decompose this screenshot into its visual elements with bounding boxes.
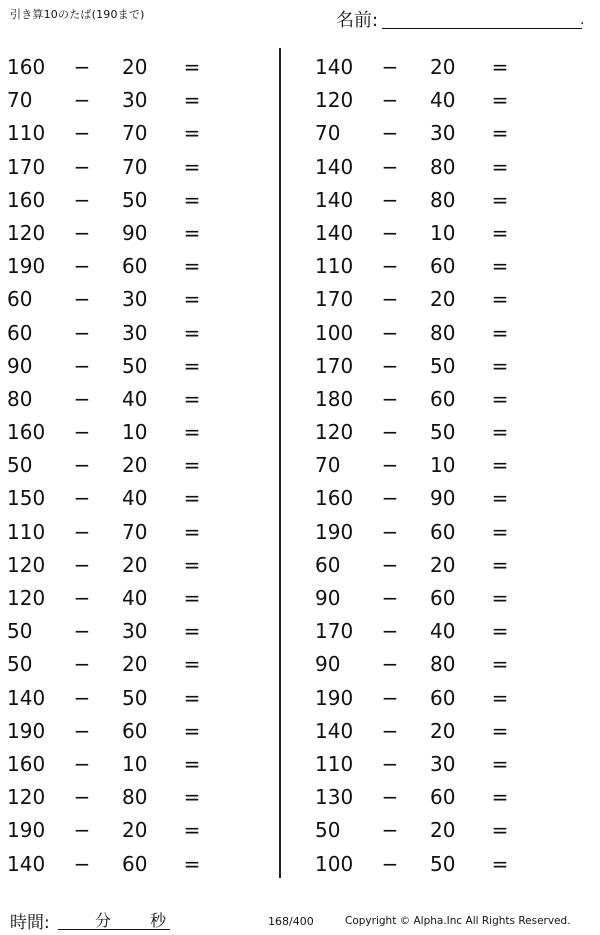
minus-sign: − <box>381 718 399 743</box>
minuend: 110 <box>7 519 46 544</box>
subtrahend: 20 <box>122 818 148 843</box>
equals-sign: = <box>491 718 509 743</box>
minus-sign: − <box>381 353 399 378</box>
right-problem-column <box>308 51 568 881</box>
equals-sign: = <box>183 88 201 113</box>
subtrahend: 80 <box>430 187 456 212</box>
minus-sign: − <box>381 453 399 478</box>
problem-row <box>308 582 568 615</box>
problem-row <box>0 217 260 250</box>
equals-sign: = <box>183 652 201 677</box>
minus-sign: − <box>73 154 91 179</box>
equals-sign: = <box>491 121 509 146</box>
minuend: 190 <box>315 685 354 710</box>
problem-row <box>0 549 260 582</box>
minuend: 90 <box>7 353 33 378</box>
problem-row <box>0 383 260 416</box>
problem-row <box>308 317 568 350</box>
subtrahend: 60 <box>430 519 456 544</box>
problem-row <box>0 317 260 350</box>
minuend: 170 <box>315 287 354 312</box>
equals-sign: = <box>491 552 509 577</box>
minus-sign: − <box>381 121 399 146</box>
subtrahend: 50 <box>430 353 456 378</box>
minus-sign: − <box>381 254 399 279</box>
problem-row <box>308 781 568 814</box>
equals-sign: = <box>183 287 201 312</box>
equals-sign: = <box>491 154 509 179</box>
subtrahend: 60 <box>430 685 456 710</box>
subtrahend: 50 <box>122 685 148 710</box>
minus-sign: − <box>381 519 399 544</box>
minus-sign: − <box>381 88 399 113</box>
minuend: 60 <box>7 320 33 345</box>
subtrahend: 50 <box>430 420 456 445</box>
problem-row <box>308 748 568 781</box>
problem-row <box>308 84 568 117</box>
problem-row <box>308 715 568 748</box>
minuend: 120 <box>7 785 46 810</box>
equals-sign: = <box>183 718 201 743</box>
problem-row <box>0 117 260 150</box>
subtrahend: 60 <box>430 254 456 279</box>
minus-sign: − <box>73 254 91 279</box>
minus-sign: − <box>73 718 91 743</box>
problem-row <box>0 781 260 814</box>
minus-sign: − <box>381 785 399 810</box>
minus-sign: − <box>73 519 91 544</box>
equals-sign: = <box>183 453 201 478</box>
problem-row <box>308 848 568 881</box>
minuend: 140 <box>7 851 46 876</box>
problem-row <box>0 84 260 117</box>
minus-sign: − <box>73 586 91 610</box>
minuend: 50 <box>315 818 341 843</box>
minuend: 110 <box>7 121 46 146</box>
column-divider <box>279 48 281 878</box>
problem-row <box>308 51 568 84</box>
equals-sign: = <box>183 187 201 212</box>
minuend: 120 <box>7 552 46 577</box>
problem-row <box>0 184 260 217</box>
minuend: 120 <box>315 420 354 445</box>
subtrahend: 10 <box>430 453 456 478</box>
minuend: 160 <box>7 751 46 776</box>
equals-sign: = <box>183 619 201 644</box>
minuend: 60 <box>7 287 33 312</box>
minus-sign: − <box>381 420 399 445</box>
seconds-label: 秒 <box>150 911 167 930</box>
minus-sign: − <box>381 486 399 511</box>
equals-sign: = <box>491 287 509 312</box>
minus-sign: − <box>73 187 91 212</box>
minus-sign: − <box>381 851 399 876</box>
problem-row <box>0 250 260 283</box>
equals-sign: = <box>491 320 509 345</box>
problem-row <box>0 814 260 847</box>
subtrahend: 40 <box>430 88 456 113</box>
minuend: 160 <box>7 55 46 79</box>
equals-sign: = <box>183 751 201 776</box>
equals-sign: = <box>183 519 201 544</box>
subtrahend: 90 <box>430 486 456 511</box>
problem-row <box>308 250 568 283</box>
minus-sign: − <box>73 486 91 511</box>
equals-sign: = <box>491 785 509 810</box>
minuend: 140 <box>315 55 354 79</box>
problem-row <box>308 648 568 681</box>
problem-row <box>0 283 260 316</box>
minuend: 70 <box>315 121 341 146</box>
equals-sign: = <box>183 121 201 146</box>
minuend: 90 <box>315 586 341 610</box>
equals-sign: = <box>491 386 509 411</box>
equals-sign: = <box>183 220 201 245</box>
problem-row <box>308 449 568 482</box>
minuend: 140 <box>7 685 46 710</box>
subtrahend: 40 <box>122 586 148 610</box>
equals-sign: = <box>183 320 201 345</box>
equals-sign: = <box>491 619 509 644</box>
equals-sign: = <box>491 220 509 245</box>
page-number: 168/400 <box>268 915 314 928</box>
minus-sign: − <box>381 818 399 843</box>
minus-sign: − <box>73 287 91 312</box>
subtrahend: 30 <box>122 287 148 312</box>
problem-row <box>0 682 260 715</box>
subtrahend: 80 <box>430 154 456 179</box>
minus-sign: − <box>381 685 399 710</box>
problem-row <box>308 516 568 549</box>
minus-sign: − <box>381 552 399 577</box>
minus-sign: − <box>73 353 91 378</box>
minus-sign: − <box>381 652 399 677</box>
minus-sign: − <box>73 685 91 710</box>
subtrahend: 20 <box>430 718 456 743</box>
minuend: 190 <box>7 818 46 843</box>
minuend: 190 <box>7 718 46 743</box>
subtrahend: 30 <box>122 619 148 644</box>
equals-sign: = <box>491 55 509 79</box>
equals-sign: = <box>183 586 201 610</box>
equals-sign: = <box>183 154 201 179</box>
problem-row <box>308 283 568 316</box>
subtrahend: 30 <box>430 121 456 146</box>
equals-sign: = <box>183 386 201 411</box>
footer <box>0 905 600 935</box>
problem-row <box>308 682 568 715</box>
minuend: 120 <box>7 586 46 610</box>
subtrahend: 60 <box>122 851 148 876</box>
minuend: 50 <box>7 619 33 644</box>
equals-sign: = <box>491 187 509 212</box>
equals-sign: = <box>491 751 509 776</box>
minuend: 70 <box>7 88 33 113</box>
subtrahend: 70 <box>122 121 148 146</box>
copyright-text: Copyright © Alpha.Inc All Rights Reserved. <box>345 915 571 927</box>
equals-sign: = <box>491 519 509 544</box>
subtrahend: 10 <box>122 420 148 445</box>
problem-row <box>0 350 260 383</box>
equals-sign: = <box>183 785 201 810</box>
subtrahend: 10 <box>430 220 456 245</box>
left-problem-column <box>0 51 260 881</box>
subtrahend: 60 <box>122 718 148 743</box>
minuend: 140 <box>315 220 354 245</box>
name-field[interactable] <box>336 6 586 30</box>
subtrahend: 20 <box>122 55 148 79</box>
minus-sign: − <box>73 818 91 843</box>
minus-sign: − <box>381 386 399 411</box>
minuend: 130 <box>315 785 354 810</box>
equals-sign: = <box>491 353 509 378</box>
equals-sign: = <box>491 420 509 445</box>
equals-sign: = <box>491 685 509 710</box>
problem-row <box>0 582 260 615</box>
problem-row <box>0 715 260 748</box>
subtrahend: 80 <box>430 652 456 677</box>
minus-sign: − <box>73 386 91 411</box>
minus-sign: − <box>381 287 399 312</box>
minus-sign: − <box>73 121 91 146</box>
minus-sign: − <box>73 619 91 644</box>
minus-sign: − <box>73 552 91 577</box>
minus-sign: − <box>381 751 399 776</box>
subtrahend: 80 <box>430 320 456 345</box>
minutes-label: 分 <box>95 911 112 930</box>
time-label: 時間: <box>10 913 50 933</box>
name-label: 名前: <box>336 10 379 31</box>
minus-sign: − <box>381 619 399 644</box>
problem-row <box>308 117 568 150</box>
problem-row <box>0 648 260 681</box>
minus-sign: − <box>381 220 399 245</box>
equals-sign: = <box>183 552 201 577</box>
minuend: 190 <box>7 254 46 279</box>
minus-sign: − <box>73 851 91 876</box>
name-underline <box>382 28 582 29</box>
subtrahend: 20 <box>122 552 148 577</box>
problem-row <box>0 416 260 449</box>
minus-sign: − <box>381 586 399 610</box>
subtrahend: 20 <box>122 453 148 478</box>
minuend: 50 <box>7 453 33 478</box>
subtrahend: 70 <box>122 154 148 179</box>
minus-sign: − <box>73 88 91 113</box>
minus-sign: − <box>381 320 399 345</box>
minus-sign: − <box>73 55 91 79</box>
equals-sign: = <box>491 453 509 478</box>
worksheet-title: 引き算10のたば(190まで) <box>10 8 145 21</box>
problem-row <box>308 814 568 847</box>
name-end-dot: . <box>580 12 585 28</box>
subtrahend: 60 <box>430 785 456 810</box>
equals-sign: = <box>491 486 509 511</box>
minuend: 120 <box>315 88 354 113</box>
subtrahend: 60 <box>430 386 456 411</box>
subtrahend: 60 <box>430 586 456 610</box>
subtrahend: 20 <box>430 552 456 577</box>
minus-sign: − <box>73 220 91 245</box>
minus-sign: − <box>381 55 399 79</box>
minuend: 100 <box>315 851 354 876</box>
subtrahend: 40 <box>122 386 148 411</box>
problem-row <box>0 151 260 184</box>
minuend: 160 <box>315 486 354 511</box>
equals-sign: = <box>183 851 201 876</box>
problem-row <box>308 416 568 449</box>
minuend: 170 <box>315 619 354 644</box>
equals-sign: = <box>183 55 201 79</box>
subtrahend: 40 <box>122 486 148 511</box>
problem-row <box>0 748 260 781</box>
minuend: 90 <box>315 652 341 677</box>
subtrahend: 20 <box>430 287 456 312</box>
equals-sign: = <box>491 586 509 610</box>
subtrahend: 90 <box>122 220 148 245</box>
problem-row <box>0 516 260 549</box>
equals-sign: = <box>491 652 509 677</box>
problem-row <box>0 615 260 648</box>
minuend: 120 <box>7 220 46 245</box>
minuend: 110 <box>315 751 354 776</box>
subtrahend: 40 <box>430 619 456 644</box>
problem-row <box>0 482 260 515</box>
equals-sign: = <box>183 420 201 445</box>
subtrahend: 30 <box>430 751 456 776</box>
minuend: 160 <box>7 420 46 445</box>
subtrahend: 70 <box>122 519 148 544</box>
minuend: 170 <box>315 353 354 378</box>
minus-sign: − <box>381 187 399 212</box>
problem-row <box>308 383 568 416</box>
subtrahend: 50 <box>122 187 148 212</box>
minus-sign: − <box>381 154 399 179</box>
minus-sign: − <box>73 420 91 445</box>
minuend: 100 <box>315 320 354 345</box>
equals-sign: = <box>183 486 201 511</box>
problem-row <box>308 482 568 515</box>
equals-sign: = <box>183 818 201 843</box>
equals-sign: = <box>491 88 509 113</box>
minus-sign: − <box>73 652 91 677</box>
subtrahend: 50 <box>430 851 456 876</box>
minuend: 50 <box>7 652 33 677</box>
subtrahend: 20 <box>430 818 456 843</box>
minuend: 160 <box>7 187 46 212</box>
subtrahend: 30 <box>122 320 148 345</box>
subtrahend: 50 <box>122 353 148 378</box>
minuend: 70 <box>315 453 341 478</box>
subtrahend: 60 <box>122 254 148 279</box>
problem-row <box>308 350 568 383</box>
minus-sign: − <box>73 785 91 810</box>
problem-row <box>0 449 260 482</box>
problem-row <box>308 151 568 184</box>
equals-sign: = <box>491 851 509 876</box>
equals-sign: = <box>491 818 509 843</box>
minus-sign: − <box>73 320 91 345</box>
problem-row <box>308 549 568 582</box>
subtrahend: 20 <box>430 55 456 79</box>
minuend: 170 <box>7 154 46 179</box>
minuend: 60 <box>315 552 341 577</box>
minuend: 150 <box>7 486 46 511</box>
minuend: 190 <box>315 519 354 544</box>
minuend: 140 <box>315 154 354 179</box>
subtrahend: 30 <box>122 88 148 113</box>
minuend: 110 <box>315 254 354 279</box>
minuend: 140 <box>315 187 354 212</box>
equals-sign: = <box>183 353 201 378</box>
minuend: 80 <box>7 386 33 411</box>
subtrahend: 10 <box>122 751 148 776</box>
equals-sign: = <box>183 685 201 710</box>
minuend: 180 <box>315 386 354 411</box>
equals-sign: = <box>183 254 201 279</box>
subtrahend: 80 <box>122 785 148 810</box>
problem-row <box>308 184 568 217</box>
minus-sign: − <box>73 751 91 776</box>
minus-sign: − <box>73 453 91 478</box>
problem-row <box>308 615 568 648</box>
minuend: 140 <box>315 718 354 743</box>
problem-row <box>308 217 568 250</box>
equals-sign: = <box>491 254 509 279</box>
problem-row <box>0 51 260 84</box>
subtrahend: 20 <box>122 652 148 677</box>
problem-row <box>0 848 260 881</box>
